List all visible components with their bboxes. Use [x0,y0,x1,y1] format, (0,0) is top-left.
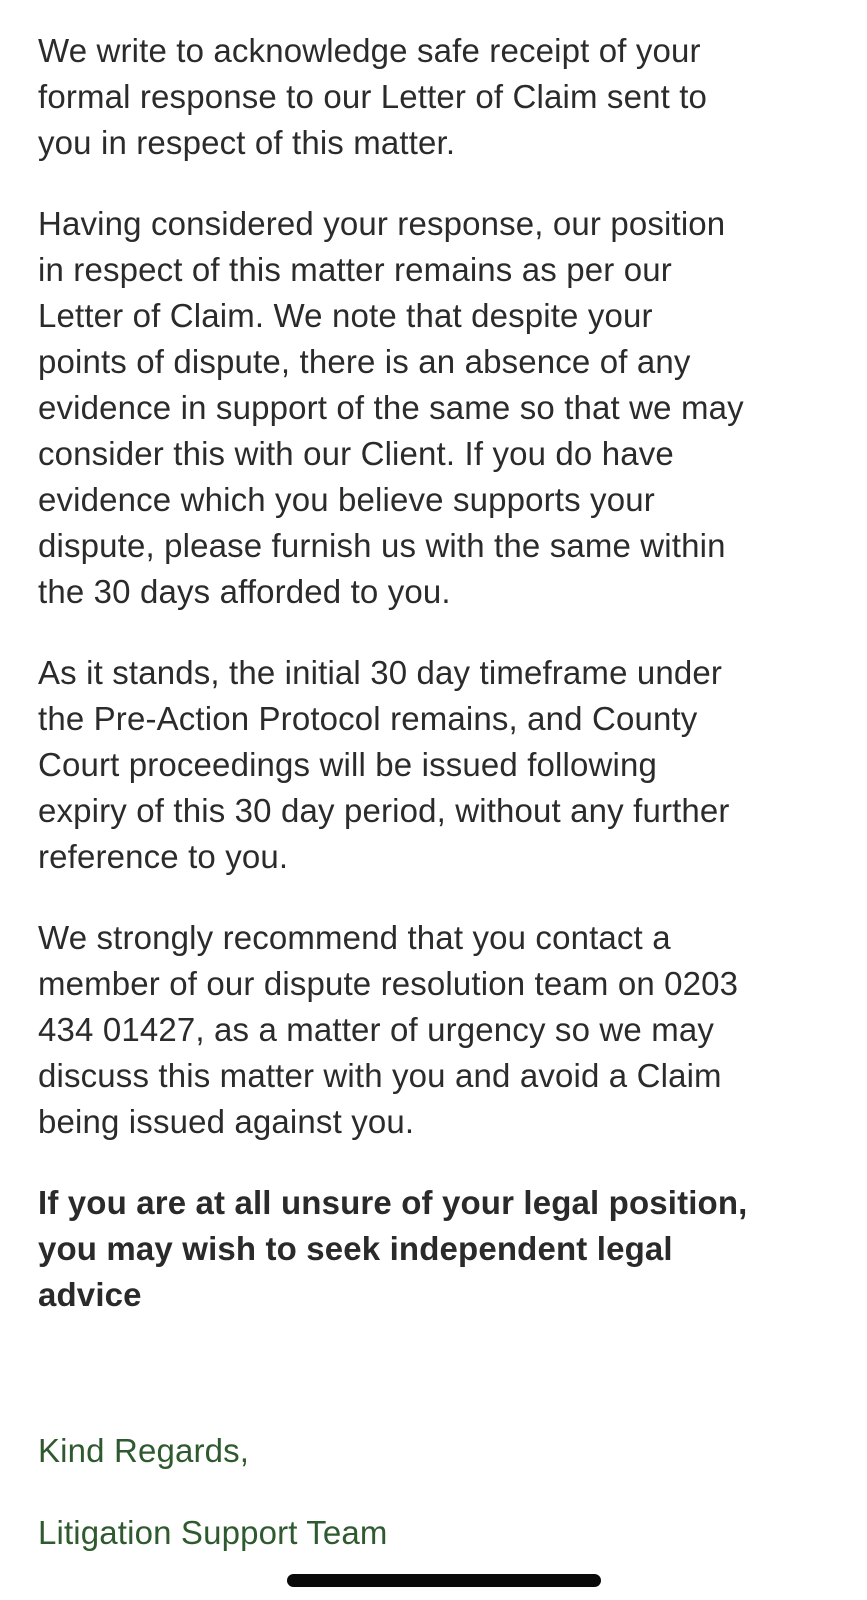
email-body [38,28,858,1353]
position-paragraph: Having considered your response, our position in respect of this matter remains as per our Letter of Claim. We note that despite your points of dispute, there is an absence of any evidence in support of the same so that we may consider this with our Client. If you do have evidence which you believe supports your dispute, please furnish us with the same within the 30 days afforded to you. [38,205,744,610]
home-indicator-bar[interactable] [287,1574,601,1587]
legal-advice-notice: If you are at all unsure of your legal position, you may wish to seek independent legal advice [38,1184,748,1313]
signature-line: Litigation Support Team [38,1514,388,1551]
closing-line: Kind Regards, [38,1432,250,1469]
acknowledgement-paragraph: We write to acknowledge safe receipt of your formal response to our Letter of Claim sent to you in respect of this matter. [38,32,708,161]
timeframe-paragraph: As it stands, the initial 30 day timeframe under the Pre-Action Protocol remains, and County Court proceedings will be issued following expiry of this 30 day period, without any further reference to you. [38,654,730,875]
contact-paragraph: We strongly recommend that you contact a member of our dispute resolution team on 0203 434 01427, as a matter of urgency so we may discuss this matter with you and avoid a Claim being issued against you. [38,919,739,1140]
